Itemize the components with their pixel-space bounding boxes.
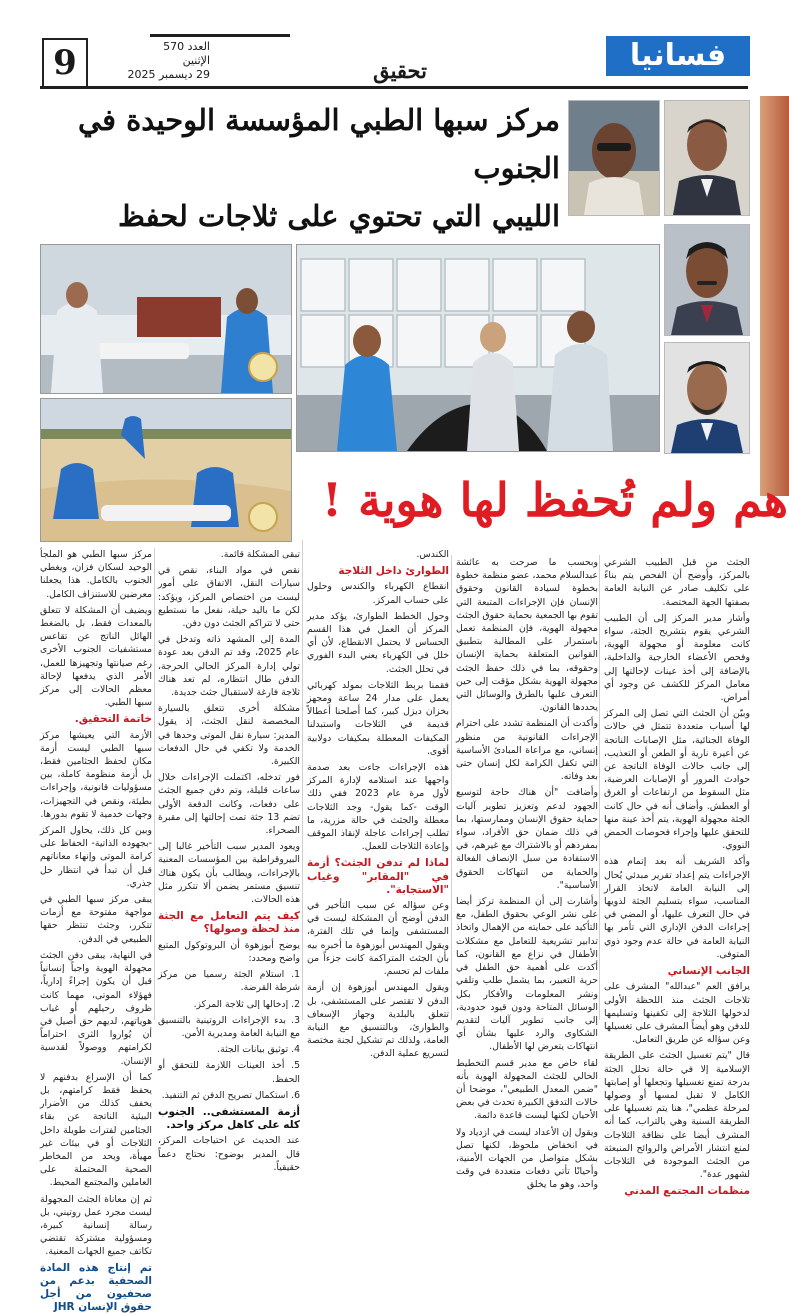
paragraph: مركز سبها الطبي هو الملجأ الوحيد لسكان فزان، ويغطي الجنوب بالكامل. هذا يجعلنا معرضين للاستنزاف الكامل. [40, 549, 152, 600]
paragraph: فور تدخله، اكتملت الإجراءات خلال ساعات قليلة، وتم دفن جميع الجثث على دفعات، وكانت الدفعة الأولى تضم 13 جثة تمت إحالتها إلى مقبرة الصحراء. [158, 772, 301, 837]
list-item: 1. استلام الجثة رسميا من مركز شرطة القرضة. [158, 969, 300, 994]
subheading: خاتمة التحقيق. [74, 713, 152, 726]
article-column-1 [604, 556, 750, 1198]
paragraph: يبقى مركز سبها الطبي في مواجهة مفتوحة مع أزمات تتكرر، وجثث تنتظر حقها الطبيعي في الدفن. [40, 894, 152, 945]
paragraph: وعن سؤاله عن سبب التأخير في الدفن أوضح أن المشكلة ليست في المستشفى وإنما في تلك الفترة، ويقول المهندس أبوزهوة ما أخبره بيه بأن الجثث المتراكمة كانت جزءاً من ملفات لم تحسم. [307, 900, 449, 978]
paragraph: الكندس. [416, 549, 449, 560]
portrait-man-blue-suit [664, 342, 750, 454]
issue-number: العدد 570 [163, 40, 210, 53]
subheading: الجانب الإنساني [667, 965, 750, 978]
article-column-5 [40, 548, 152, 1314]
subheading: لماذا لم تدفن الجثث؟ أزمة في "المقابر" وغياب "الاستجابة". [307, 857, 449, 896]
newspaper-logo [606, 36, 750, 76]
column-divider [451, 555, 452, 1020]
paragraph: نقص في مواد البناء، نقص في سيارات النقل، الاتفاق على أمور ليست من اختصاص المركز، ويؤكد: لكن ما باليد حيلة، نفعل ما نستطيع حتى لا تتراكم الجثث دون دفن. [158, 565, 300, 630]
list-item: 5. أخذ العينات اللازمة للتحقق أو الحفظ. [158, 1060, 300, 1085]
issue-day: الإثنين [182, 54, 210, 67]
closing-credit: تم إنتاج هذه المادة الصحفية بدعم من صحفيون من أجل حقوق الإنسان JHR [40, 1261, 152, 1314]
list-item: 2. إدخالها إلى ثلاجة المركز. [193, 998, 300, 1010]
list-item: 6. استكمال تصريح الدفن ثم التنفيذ. [161, 1089, 300, 1101]
paragraph: عند الحديث عن احتياجات المركز، قال المدير بوضوح: نحتاج دعماً حقيقياً. [158, 1135, 300, 1173]
paragraph: وأكدت أن المنظمة تشدد على احترام الإجراءات القانونية من منظور إنساني، مع مراعاة المبادئ الأساسية التي تكفل الكرامة لكل إنسان حتى بعد وفاته. [456, 718, 598, 783]
paragraph: قال "يتم تغسيل الجثث على الطريقة الإسلامية إلا في حالة تحلل الجثة بدرجة تمنع تغسيلها وتجعلها أو إصابتها الكامل لا تقبل لمسها أو وصولها لمرحلة عظمي"، هنا يتم تغسيلها على الطريقة السنية وهي بالتراب، كما أنه المشرف أيضا على نظافة الثلاجات لمنع انتشار الأمراض والروائح المنبعثة من الجثث الموجودة في الثلاجات لشهور عدة". [604, 1050, 750, 1181]
portrait-man-mustache [664, 224, 750, 336]
paragraph: وبيّن أن الجثث التي تصل إلى المركز لها أسباب متعددة تتمثل في حالات الوفاة الجنائية، مثل الإصابات الناتجة عن أعيرة نارية أو الطعن أو التعذيب، إلى جانب حالات الوفاة الناتجة عن حوادث المرور أو الإصابات العرضية، مثل السقوط من ارتفاعات أو الغرق أو العطش. وأضاف أنه في حال كانت الجثة مجهولة الهوية، يتم أخذ عينة منها للتحقق عليها وإجراء فحوصات الحمض النووي. [604, 708, 750, 852]
paragraph: وأكد الشريف أنه بعد إتمام هذه الإجراءات يتم إعداد تقرير مبدئي يُحال إلى النيابة العامة لاتخاذ القرار المناسب، سواء بتسليم الجثة لذويها في حال التعرف عليها، أو المضي في إجراءات الدفن الإداري التي تأمر بها النيابة العامة في حالة عدم وجود ذوي المتوفى. [604, 856, 750, 960]
paragraph: ثم إن معاناة الجثث المجهولة ليست مجرد عمل روتيني، بل رسالة إنسانية كبيرة، ومسؤولية مشتركة تقتضي تكاتف جميع الجهات المعنية. [40, 1193, 152, 1258]
column-divider [154, 548, 155, 1020]
logo-text: فسانيا [629, 38, 727, 73]
subheading: منظمات المجتمع المدني [624, 1185, 750, 1198]
paragraph: المدة إلى المشهد ذاته وتدخل في عام 2025، وقد تم الدفن بعد عودة تولي إدارة المركز الحالي الحرجة، الدفن طال انتظاره، لم تعد هناك ثلاجة فارغة لاستقبال جثث جديدة. [158, 634, 301, 699]
paragraph: وأشار مدير المركز إلى أن الطبيب الشرعي يقوم بتشريح الجثة، سواء كانت معلومة أو مجهولة الهوية، وفحص الأعضاء الخارجية والداخلية، بالإضافة إلى أخذ عينات لإحالتها إلى معامل المركز للكشف عن وجود أي أمراض. [604, 612, 750, 704]
headline-line-1: مركز سبها الطبي المؤسسة الوحيدة في الجنوب [77, 103, 560, 185]
paragraph: ويقول إن الأعداد ليست في ازدياد ولا في انخفاض ملحوظ، لكنها تصل بشكل متواصل من الجهات الأمنية، وأحيانًا تأتي دفعات متعددة في وقت واحد، وهو ما يخلق [456, 1126, 598, 1191]
header-rule [150, 34, 290, 37]
paragraph: فقمنا بربط الثلاجات بمولد كهربائي يعمل على مدار 24 ساعة ومجهز بخزان ديزل كبير، كما أصلحنا أعطالاً قديمة في الثلاجات واستبدلنا المكيفات المعطلة بمكيفات دولابية أقوى. [307, 679, 449, 757]
paragraph: انقطاع الكهرباء والكندس وحلول على حساب المركز. [307, 581, 449, 606]
subheading: أزمة المستشفى.. الجنوب كله على كاهل مركز واحد. [158, 1105, 300, 1132]
paragraph: في النهاية، يبقى دفن الجثث مجهولة الهوية واجباً إنسانياً قبل أن يكون إجراءً إدارياً، فهؤلاء الموتى، مهما كانت ظروف رحيلهم أو غياب هوياتهم، لديهم حق أصيل في أن يُواروا الثرى احتراماً لكرامتهم ووصولاً لقدسية الإنسان. [40, 949, 152, 1067]
paragraph: وبحسب ما صرحت به عائشة عبدالسلام محمد، عضو منظمة خطوة بخطوة لسيادة القانون وحقوق الإنسان فإن الإجراءات المتبعة التي تقوم بها الجمعية بحماية حقوق الجثث مجهولة الهوية، فإن المنظمة تعمل باستمرار على المطالبة بتطبيق القوانين المتعلقة بحماية الإنسان وحقوقه، بما في ذلك حفظ الجثث مجهولة الهوية بشكل مؤقت إلى حين التعرف عليها بالطرق والوسائل التي يحددها القانون. [456, 557, 598, 714]
edge-photo-strip [760, 96, 789, 496]
photo-autopsy-room [40, 244, 292, 394]
page-number: 9 [42, 38, 88, 88]
photo-desert-burial [40, 398, 292, 542]
paragraph: كما أن الإسراع بدفنهم لا يحفظ فقط كرامتهم، بل يخفف كذلك من الأضرار البيئية الناتجة عن بقاء الجثامين لفترات طويلة داخل الثلاجات أو في بيئات غير مهيأة، ويحد من المخاطر الصحية المحتملة على العاملين والمجتمع المحيط. [40, 1071, 152, 1189]
subheading: كيف يتم التعامل مع الجثة منذ لحظة وصولها؟ [158, 910, 300, 936]
issue-date: 29 ديسمبر 2025 [127, 68, 210, 81]
headline-line-2: الليبي التي تحتوي على ثلاجات لحفظ [118, 199, 560, 233]
column-divider [302, 540, 303, 1020]
paragraph: يرافق العم "عبدالله" المشرف على ثلاجات الجثث منذ اللحظة الأولى لدخولها الثلاجة إلى تكفينها وتسليمها للدفن وهو أيضاً المشرف على تغسيلها وعن سؤاله عن طريق التعامل. [604, 981, 750, 1046]
paragraph: الجثث من قبل الطبيب الشرعي بالمركز، وأوضح أن الفحص يتم بناءً على تكليف صادر عن النيابة العامة بصفتها الجهة المختصة. [604, 557, 750, 608]
portrait-man-glasses [568, 100, 660, 216]
issue-info [90, 40, 210, 82]
photo-morgue-fridges [296, 244, 660, 452]
paragraph: الأزمة التي يعيشها مركز سبها الطبي ليست أزمة مكان لحفظ الجثامين فقط، بل أزمة منظومة كاملة، بين مسؤوليات قانونية، وإجراءات بطيئة، ونقص في التجهيزات، وجهات خدمية لا تقوم بدورها. [40, 729, 152, 820]
article-column-3 [307, 548, 449, 1060]
paragraph: وأضافت "أن هناك حاجة لتوسيع الجهود لدعم وتعزيز تطوير آليات حماية حقوق الإنسان وممارستها، بما في ذلك ضمان حق الأفراد، سواء بمفردهم أو بالاشتراك مع غيرهم، في الاستفادة من سبل الإنصاف الفعالة والحماية من انتهاكات الحقوق الأساسية". [456, 787, 598, 891]
article-column-4 [158, 548, 301, 1173]
list-item: 4. توثيق بيانات الجثة. [217, 1044, 300, 1056]
section-title: تحقيق [373, 58, 427, 83]
pull-quote: هم ولم تُحفظ لها هوية ! [321, 473, 788, 527]
paragraph: ويضيف أن المشكلة لا تتعلق بالمعدات فقط، بل بالضغط الهائل الناتج عن تقاعس مستشفيات الجنوب الأخرى رغم صيانتها وتجهيزها للعمل، الأمر الذي يدفعها لإحالة معظم الحالات إلى مركز سبها الطبي. [40, 604, 152, 709]
paragraph: وحول الخطط الطوارئ، يؤكد مدير المركز أن العمل في هذا القسم الحساس لا يحتمل الانقطاع، لأن أي خلل في الكهرباء يعني البدء الفوري في تحلل الجثث. [307, 610, 449, 675]
column-divider [599, 555, 600, 1020]
portrait-man-suit [664, 100, 750, 216]
paragraph: ويعود المدير سبب التأخير غالبا إلى البيروقراطية بين المؤسسات المعنية بالإجراءات، ويطالب بأن يكون هناك تنسيق مستمر يضمن ألا تتكرر مثل هذه الحالات. [158, 841, 300, 906]
paragraph: لقاء خاص مع مدير قسم التخطيط الحالي للجثث المجهولة الهوية بأنه "ضمن المعدل الطبيعي"، موضحا أن حالات التدفق الكبيرة تحدث في بعض الأحيان لكنها ليست قاعدة دائمة. [456, 1057, 598, 1122]
paragraph: ويقول المهندس أبوزهوة إن أزمة الدفن لا تقتصر على المستشفى، بل تتعلق بالبلدية وجهاز الإسعاف والطوارئ، وبالتنسيق مع النيابة العامة، ولذلك تم تشكيل لجنة مختصة لتسريع عملية الدفن. [307, 982, 449, 1060]
paragraph: وأشارت إلى أن المنظمة تركز أيضا على نشر الوعي بحقوق الطفل، مع التأكيد على حمايته من الإهمال واتخاذ تدابير تشريعية للتعامل مع مشكلات الأطفال في نزاع مع القانون، كما أكدت على أهمية حق الطفل في حرية التعبير، بما يشمل طلب وتلقي ونشر المعلومات والأفكار بكل الوسائل المتاحة ودون قيود حدودية، إلى جانب تطوير آليات لتقديم الشكاوى والرد عليها بشأن أي انتهاكات يتعرض لها الأطفال. [456, 896, 598, 1053]
list-item: 3. بدء الإجراءات الروتينية بالتنسيق مع النيابة العامة ومديرية الأمن. [158, 1014, 300, 1039]
subheading: الطوارئ داخل الثلاجة [338, 565, 449, 578]
paragraph: وبين كل ذلك، يحاول المركز -بجهوده الذاتية- الحفاظ على كرامة الموتى وإنهاء معاناتهم قبل أن تبدأ في انتظار حل جذري. [40, 825, 152, 889]
paragraph: يوضح أبوزهوة أن البروتوكول المتبع واضح ومحدد: [158, 939, 300, 964]
paragraph: تبقى المشكلة قائمة. [220, 549, 300, 560]
paragraph: هذه الإجراءات جاءت بعد صدمة واجهها عند استلامه لإدارة المركز لأول مرة عام 2023 ففي ذلك الوقت -كما يقول- وجد الثلاجات معطلة والجثث في حالة مزرية، ما تطلب إجراءات عاجلة لإنقاذ الموقف وإعادة الثلاجات للعمل. [307, 762, 449, 853]
header-divider [40, 86, 748, 89]
article-column-2 [456, 556, 598, 1191]
paragraph: مشكلة أخرى تتعلق بالسيارة المخصصة لنقل الجثث، إذ يقول المدير: سيارة نقل الموتى وحدها في الخدمة ولا تكفي في حال الدفعات الكبيرة. [158, 703, 300, 768]
